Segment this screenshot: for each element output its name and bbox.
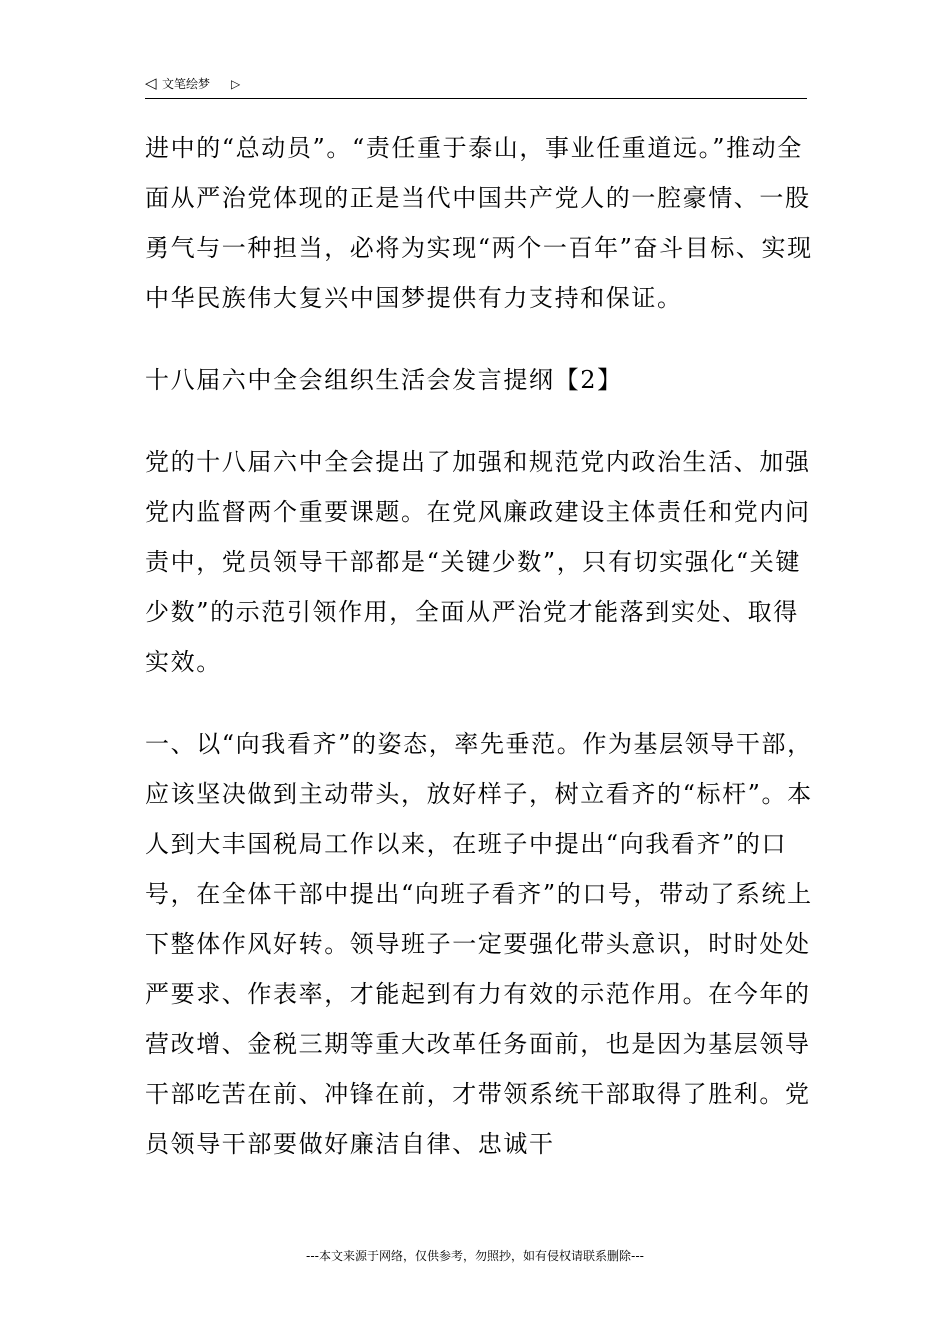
triangle-left-icon: ◁ bbox=[145, 74, 157, 92]
brand-name: 文笔绘梦 bbox=[162, 77, 211, 91]
triangle-right-icon: ▷ bbox=[231, 77, 241, 91]
paragraph-intro: 党的十八届六中全会提出了加强和规范党内政治生活、加强党内监督两个重要课题。在党风廉政建设主体责任和党内问责中，党员领导干部都是“关键少数”，只有切实强化“关键少数”的示范引领作用，全面从严治党才能落到实处、取得实效。 bbox=[145, 448, 811, 676]
paragraph-point-one: 一、以“向我看齐”的姿态，率先垂范。作为基层领导干部，应该坚决做到主动带头，放好样子，树立看齐的“标杆”。本人到大丰国税局工作以来，在班子中提出“向我看齐”的口号，在全体干部中提出“向班子看齐”的口号，带动了系统上下整体作风好转。领导班子一定要强化带头意识，时时处处严要求、作表率，才能起到有力有效的示范作用。在今年的营改增、金税三期等重大改革任务面前，也是因为基层领导干部吃苦在前、冲锋在前，才带领系统干部取得了胜利。党员领导干部要做好廉洁自律、忠诚干 bbox=[145, 730, 813, 1158]
page-footer: ---本文来源于网络，仅供参考，勿照抄，如有侵权请联系删除--- bbox=[306, 1249, 644, 1263]
document-body bbox=[145, 123, 813, 1169]
section-heading: 十八届六中全会组织生活会发言提纲【2】 bbox=[145, 366, 623, 394]
page-header bbox=[145, 72, 807, 99]
paragraph-continuation: 进中的“总动员”。“责任重于泰山，事业任重道远。”推动全面从严治党体现的正是当代中国共产党人的一腔豪情、一股勇气与一种担当，必将为实现“两个一百年”奋斗目标、实现中华民族伟大复兴中国梦提供有力支持和保证。 bbox=[145, 134, 813, 312]
